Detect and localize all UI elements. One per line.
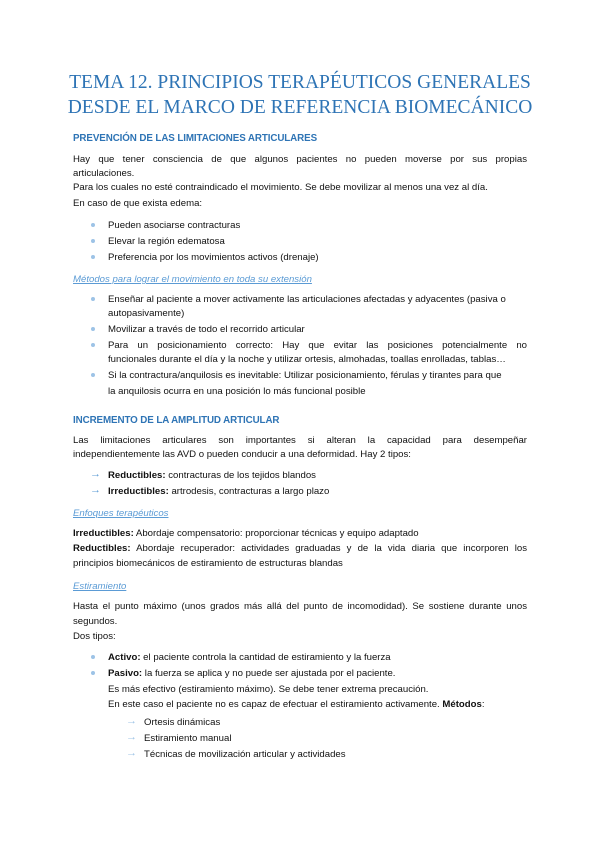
paragraph-line: segundos. (73, 616, 118, 627)
list-item-continuation (108, 697, 527, 712)
page-title (40, 70, 560, 120)
term-text: la fuerza se aplica y no puede ser ajustada por el paciente. (142, 668, 396, 679)
term-text: Abordaje recuperador: actividades graduadas y de la vida diaria que incorporen los (130, 543, 527, 554)
arrow-item-reductibles (108, 468, 527, 483)
section-heading-prevencion: PREVENCIÓN DE LAS LIMITACIONES ARTICULARES (73, 133, 317, 144)
section-heading-incremento: INCREMENTO DE LA AMPLITUD ARTICULAR (73, 415, 280, 426)
term-text: Abordaje compensatorio: proporcionar técnicas y equipo adaptado (133, 528, 419, 539)
term-label: Irreductibles: (73, 528, 134, 539)
paragraph-line: Hasta el punto máximo (unos grados más allá del punto de incomodidad). Se sostiene durante unos (73, 601, 527, 612)
paragraph-line: Hay que tener consciencia de que algunos pacientes no pueden moverse por sus propias (73, 154, 527, 165)
paragraph-line: principios biomecánicos de estiramiento de estructuras blandas (73, 558, 343, 569)
term-text: : (481, 699, 485, 710)
list-item: Pueden asociarse contracturas (108, 218, 527, 233)
paragraph-line: articulaciones. (73, 168, 135, 179)
subheading-enfoques: Enfoques terapéuticos (73, 508, 169, 519)
term-text: el paciente controla la cantidad de estiramiento y la fuerza (140, 652, 391, 663)
list-item: Elevar la región edematosa (108, 234, 527, 249)
list-item: Enseñar al paciente a mover activamente las articulaciones afectadas y adyacentes (pasiva o (108, 292, 527, 307)
paragraph-line: Para los cuales no esté contraindicado el movimiento. Se debe movilizar al menos una vez al día. (73, 182, 488, 193)
arrow-item-irreductibles (108, 484, 527, 499)
term-label: Activo: (108, 652, 141, 663)
list-item-continuation: Es más efectivo (estiramiento máximo). Se debe tener extrema precaución. (108, 684, 429, 695)
paragraph-line: Las limitaciones articulares son importantes si alteran la capacidad para desempeñar (73, 435, 527, 446)
title-line-2: DESDE EL MARCO DE REFERENCIA BIOMECÁNICO (67, 97, 533, 118)
paragraph-line (73, 526, 527, 541)
paragraph-line: Dos tipos: (73, 631, 116, 642)
list-item: Para un posicionamiento correcto: Hay que evitar las posiciones potencialmente no (108, 340, 527, 351)
subheading-estiramiento: Estiramiento (73, 581, 127, 592)
paragraph-line (73, 541, 527, 556)
list-item-continuation: la anquilosis ocurra en una posición lo más funcional posible (108, 386, 366, 397)
term-text: En este caso el paciente no es capaz de efectuar el estiramiento activamente. (108, 699, 443, 710)
term-label: Irreductibles: (108, 486, 169, 497)
paragraph-line: En caso de que exista edema: (73, 198, 203, 209)
list-item-continuation: autopasivamente) (108, 308, 185, 319)
list-item-activo (108, 650, 527, 665)
list-item-pasivo (108, 666, 527, 681)
term-label: Reductibles: (73, 543, 131, 554)
title-line-1: TEMA 12. PRINCIPIOS TERAPÉUTICOS GENERALES (69, 72, 531, 93)
paragraph-line: independientemente las AVD o pueden conducir a una deformidad. Hay 2 tipos: (73, 449, 411, 460)
list-item: Si la contractura/anquilosis es inevitable: Utilizar posicionamiento, férulas y tirantes para que (108, 368, 527, 383)
term-label: Métodos (442, 699, 482, 710)
list-item: Movilizar a través de todo el recorrido articular (108, 322, 527, 337)
method-item: → Estiramiento manual (144, 731, 527, 746)
term-label: Pasivo: (108, 668, 143, 679)
term-text: contracturas de los tejidos blandos (165, 470, 316, 481)
subheading-metodos: Métodos para lograr el movimiento en toda su extensión (73, 274, 312, 285)
list-item-continuation: funcionales durante el día y la noche y utilizar ortesis, almohadas, toallas enrolladas, tablas… (108, 354, 506, 365)
method-item: → Ortesis dinámicas (144, 715, 527, 730)
list-item: Preferencia por los movimientos activos (drenaje) (108, 250, 527, 265)
method-item: → Técnicas de movilización articular y actividades (144, 747, 527, 762)
term-text: artrodesis, contracturas a largo plazo (168, 486, 330, 497)
term-label: Reductibles: (108, 470, 166, 481)
